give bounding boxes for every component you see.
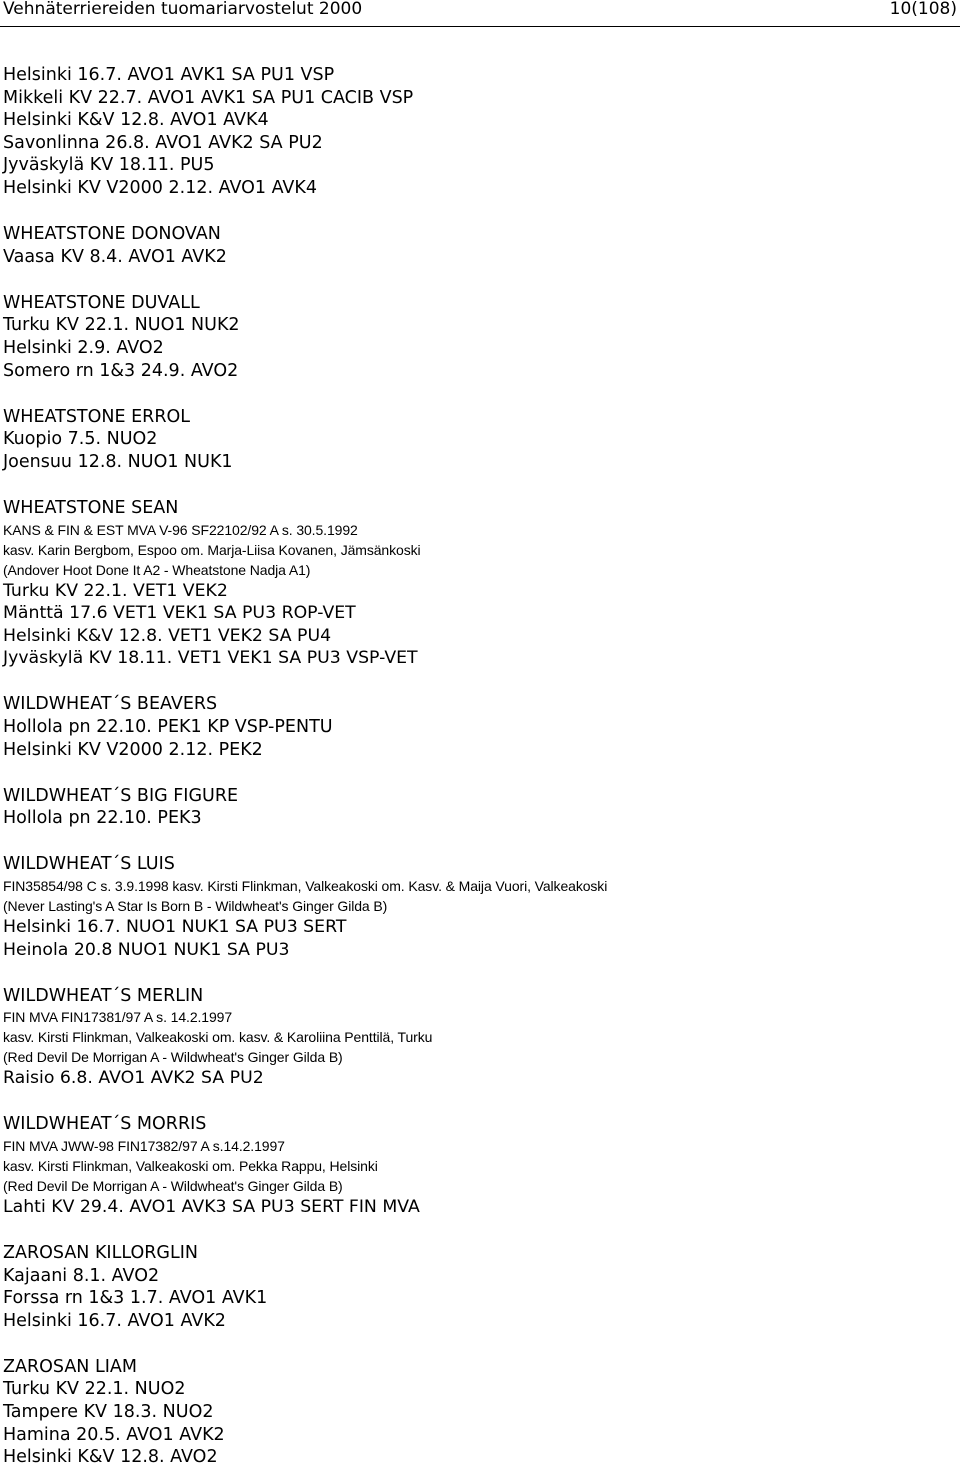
dog-info-line: kasv. Kirsti Flinkman, Valkeakoski om. kasv. & Karoliina Penttilä, Turku bbox=[3, 1029, 433, 1046]
page-header bbox=[0, 0, 960, 27]
dog-entry bbox=[3, 1113, 953, 1218]
dog-entry bbox=[3, 785, 953, 830]
dog-name: WILDWHEAT´S MORRIS bbox=[3, 1114, 207, 1135]
dog-name: ZAROSAN LIAM bbox=[3, 1356, 137, 1377]
result-line: Lahti KV 29.4. AVO1 AVK3 SA PU3 SERT FIN MVA bbox=[3, 1196, 420, 1217]
result-line: Forssa rn 1&3 1.7. AVO1 AVK1 bbox=[3, 1288, 268, 1309]
dog-name: WILDWHEAT´S MERLIN bbox=[3, 985, 204, 1006]
result-line: Hamina 20.5. AVO1 AVK2 bbox=[3, 1424, 225, 1445]
dog-name: WHEATSTONE DONOVAN bbox=[3, 224, 221, 245]
dog-name: WILDWHEAT´S LUIS bbox=[3, 854, 175, 875]
dog-name: WILDWHEAT´S BEAVERS bbox=[3, 694, 218, 715]
document-title: Vehnäterriereiden tuomariarvostelut 2000 bbox=[3, 0, 363, 19]
dog-entry bbox=[3, 1242, 953, 1332]
result-line: Turku KV 22.1. VET1 VEK2 bbox=[3, 580, 228, 601]
result-line: Joensuu 12.8. NUO1 NUK1 bbox=[3, 451, 233, 472]
dog-entry bbox=[3, 985, 953, 1090]
dog-info-line: (Red Devil De Morrigan A - Wildwheat's Ginger Gilda B) bbox=[3, 1049, 343, 1066]
result-line: Savonlinna 26.8. AVO1 AVK2 SA PU2 bbox=[3, 132, 323, 153]
result-line: Helsinki 16.7. AVO1 AVK2 bbox=[3, 1310, 226, 1331]
result-line: Vaasa KV 8.4. AVO1 AVK2 bbox=[3, 246, 227, 267]
dog-entry bbox=[3, 406, 953, 474]
result-line: Helsinki K&V 12.8. AVO1 AVK4 bbox=[3, 110, 269, 131]
result-line: Mänttä 17.6 VET1 VEK1 SA PU3 ROP-VET bbox=[3, 603, 356, 624]
result-line: Jyväskylä KV 18.11. VET1 VEK1 SA PU3 VSP-VET bbox=[3, 648, 418, 669]
result-line: Turku KV 22.1. NUO1 NUK2 bbox=[3, 315, 240, 336]
result-line: Helsinki K&V 12.8. VET1 VEK2 SA PU4 bbox=[3, 625, 332, 646]
dog-entry bbox=[3, 853, 953, 961]
dog-info-line: FIN MVA FIN17381/97 A s. 14.2.1997 bbox=[3, 1009, 233, 1026]
result-line: Helsinki 2.9. AVO2 bbox=[3, 337, 164, 358]
result-line: Helsinki KV V2000 2.12. PEK2 bbox=[3, 739, 263, 760]
result-line: Kajaani 8.1. AVO2 bbox=[3, 1265, 160, 1286]
dog-info-line: kasv. Kirsti Flinkman, Valkeakoski om. Pekka Rappu, Helsinki bbox=[3, 1157, 378, 1174]
dog-entry bbox=[3, 223, 953, 268]
dog-info-line: (Never Lasting's A Star Is Born B - Wildwheat's Ginger Gilda B) bbox=[3, 897, 388, 914]
result-line: Helsinki KV V2000 2.12. AVO1 AVK4 bbox=[3, 177, 318, 198]
result-line: Hollola pn 22.10. PEK1 KP VSP-PENTU bbox=[3, 716, 333, 737]
dog-info-line: kasv. Karin Bergbom, Espoo om. Marja-Liisa Kovanen, Jämsänkoski bbox=[3, 541, 421, 558]
dog-entry bbox=[3, 1356, 953, 1469]
dog-name: WHEATSTONE SEAN bbox=[3, 497, 179, 518]
result-line: Helsinki 16.7. NUO1 NUK1 SA PU3 SERT bbox=[3, 916, 347, 937]
dog-info-line: FIN MVA JWW-98 FIN17382/97 A s.14.2.1997 bbox=[3, 1137, 285, 1154]
dog-entry bbox=[3, 292, 953, 382]
dog-name: WHEATSTONE ERROL bbox=[3, 406, 191, 427]
result-line: Kuopio 7.5. NUO2 bbox=[3, 429, 158, 450]
result-line: Helsinki K&V 12.8. AVO2 bbox=[3, 1447, 218, 1468]
result-line: Somero rn 1&3 24.9. AVO2 bbox=[3, 360, 239, 381]
result-line: Helsinki 16.7. AVO1 AVK1 SA PU1 VSP bbox=[3, 65, 335, 85]
result-line: Tampere KV 18.3. NUO2 bbox=[3, 1402, 214, 1423]
result-line: Raisio 6.8. AVO1 AVK2 SA PU2 bbox=[3, 1068, 264, 1089]
dog-name: WILDWHEAT´S BIG FIGURE bbox=[3, 785, 239, 806]
result-line: Heinola 20.8 NUO1 NUK1 SA PU3 bbox=[3, 939, 290, 960]
dog-info-line: (Red Devil De Morrigan A - Wildwheat's Ginger Gilda B) bbox=[3, 1177, 343, 1194]
dog-info-line: KANS & FIN & EST MVA V-96 SF22102/92 A s. 30.5.1992 bbox=[3, 521, 358, 538]
result-line: Mikkeli KV 22.7. AVO1 AVK1 SA PU1 CACIB VSP bbox=[3, 87, 414, 108]
result-line: Jyväskylä KV 18.11. PU5 bbox=[3, 155, 215, 176]
dog-name: WHEATSTONE DUVALL bbox=[3, 292, 200, 313]
page-number: 10(108) bbox=[889, 0, 957, 19]
result-line: Turku KV 22.1. NUO2 bbox=[3, 1379, 186, 1400]
dog-entry bbox=[3, 497, 953, 670]
result-line: Hollola pn 22.10. PEK3 bbox=[3, 808, 202, 829]
dog-info-line: FIN35854/98 C s. 3.9.1998 kasv. Kirsti Flinkman, Valkeakoski om. Kasv. & Maija Vuori, Valkeakoski bbox=[3, 877, 608, 894]
results-list bbox=[3, 64, 953, 1469]
results-block bbox=[3, 64, 953, 200]
dog-entry bbox=[3, 693, 953, 761]
dog-info-line: (Andover Hoot Done It A2 - Wheatstone Nadja A1) bbox=[3, 561, 311, 578]
dog-name: ZAROSAN KILLORGLIN bbox=[3, 1243, 198, 1263]
